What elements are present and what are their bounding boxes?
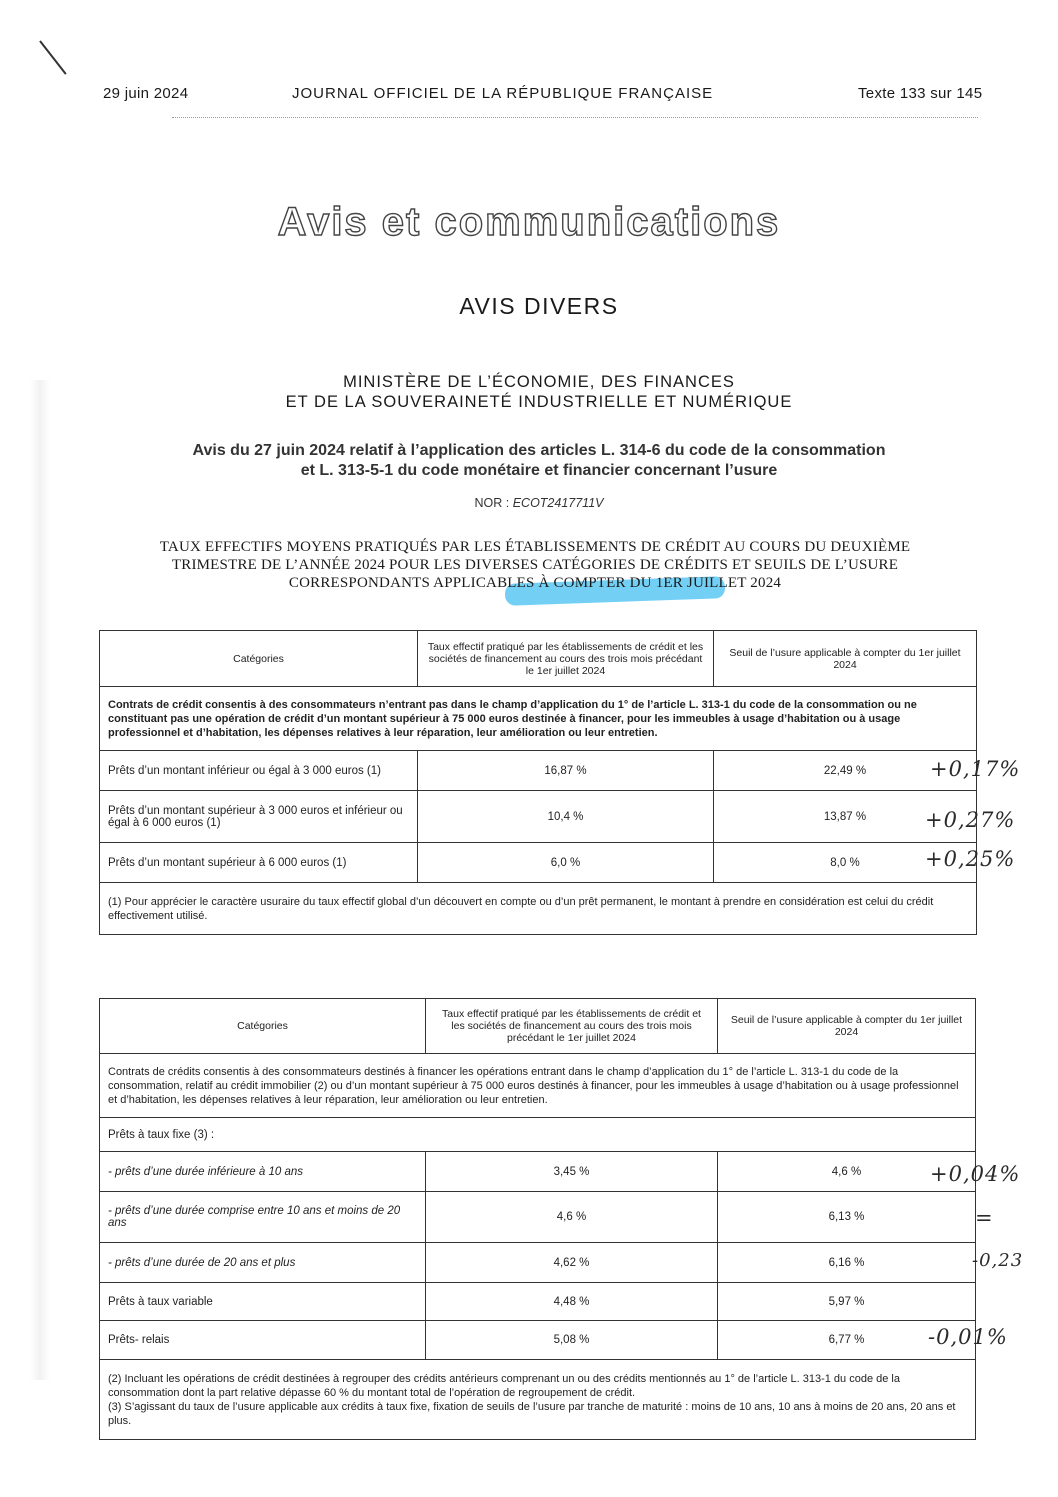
fixed-rate-label: Prêts à taux fixe (3) : xyxy=(100,1118,976,1152)
row-seuil: 8,0 % xyxy=(714,843,977,883)
avis-title xyxy=(0,441,1058,481)
table-row xyxy=(100,1321,976,1360)
table-intro xyxy=(100,687,977,751)
table-row xyxy=(100,751,977,791)
handwritten-note: +0,25% xyxy=(925,847,1016,871)
taux-line2: TRIMESTRE DE L’ANNÉE 2024 POUR LES DIVERSES CATÉGORIES DE CRÉDITS ET SEUILS DE L’USURE xyxy=(171,557,899,573)
row-taux: 16,87 % xyxy=(418,751,714,791)
subsection-title: AVIS DIVERS xyxy=(459,293,619,319)
table-row xyxy=(100,1152,976,1192)
handwritten-note: +0,27% xyxy=(925,808,1016,832)
taux-line3: CORRESPONDANTS APPLICABLES À COMPTER DU 1ER JUILLET 2024 xyxy=(288,575,782,591)
taux-heading xyxy=(60,538,1010,592)
row-category: Prêts- relais xyxy=(100,1321,426,1360)
row-taux: 3,45 % xyxy=(426,1152,718,1192)
col-header-seuil: Seuil de l’usure applicable à compter du 1er juillet 2024 xyxy=(718,999,976,1054)
row-seuil: 22,49 % xyxy=(714,751,977,791)
ministry-name xyxy=(0,372,1058,412)
avis-line1: Avis du 27 juin 2024 relatif à l’application des articles L. 314-6 du code de la consommation xyxy=(192,442,886,459)
table-intro-text: Contrats de crédit consentis à des consommateurs n’entrant pas dans le champ d’application du 1° de l’article L. 313-1 du code de la consommation ou ne constituant pas une opération de crédit d’un montant supérieur à 75 000 euros destinée à financer, pour les immeubles à usage d’habitation ou à usage professionnel et d’habitation, les dépenses relatives à leur réparation, leur amélioration ou leur entretien. xyxy=(108,698,917,739)
row-category: Prêts d’un montant inférieur ou égal à 3 000 euros (1) xyxy=(100,751,418,791)
scan-mark xyxy=(39,40,66,74)
table-row xyxy=(100,843,977,883)
scan-edge xyxy=(30,380,50,1380)
table-row xyxy=(100,1283,976,1321)
table-footnotes xyxy=(100,1360,976,1440)
row-category: - prêts d’une durée inférieure à 10 ans xyxy=(100,1152,426,1192)
row-category: Prêts d’un montant supérieur à 6 000 euros (1) xyxy=(100,843,418,883)
table-row xyxy=(100,1243,976,1283)
col-header-taux: Taux effectif pratiqué par les établissements de crédit et les sociétés de financement au cours des trois mois précédant le 1er juillet 2024 xyxy=(418,631,714,687)
ministry-line1: MINISTÈRE DE L’ÉCONOMIE, DES FINANCES xyxy=(343,373,735,391)
handwritten-note: +0,17% xyxy=(930,757,1021,781)
table-row xyxy=(100,1192,976,1243)
nor-label: NOR : xyxy=(474,496,513,510)
handwritten-note: -0,01% xyxy=(928,1325,1008,1349)
col-header-categories: Catégories xyxy=(100,631,418,687)
usury-table-consumer xyxy=(99,630,977,935)
section-title: Avis et communications xyxy=(277,200,781,244)
row-taux: 5,08 % xyxy=(426,1321,718,1360)
taux-line1: TAUX EFFECTIFS MOYENS PRATIQUÉS PAR LES ÉTABLISSEMENTS DE CRÉDIT AU COURS DU DEUXIÈME xyxy=(159,539,911,555)
header-journal: JOURNAL OFFICIEL DE LA RÉPUBLIQUE FRANÇAISE xyxy=(292,85,714,102)
handwritten-note: +0,04% xyxy=(930,1162,1021,1186)
nor-reference xyxy=(0,496,1058,510)
row-seuil: 6,77 % xyxy=(718,1321,976,1360)
row-category: Prêts d’un montant supérieur à 3 000 euros et inférieur ou égal à 6 000 euros (1) xyxy=(100,791,418,843)
row-seuil: 13,87 % xyxy=(714,791,977,843)
row-taux: 6,0 % xyxy=(418,843,714,883)
col-header-categories: Catégories xyxy=(100,999,426,1054)
header-rule xyxy=(172,117,978,118)
header-date: 29 juin 2024 xyxy=(103,85,189,102)
row-category: - prêts d’une durée de 20 ans et plus xyxy=(100,1243,426,1283)
handwritten-note: -0,23 xyxy=(972,1250,1024,1271)
header-texte: Texte 133 sur 145 xyxy=(858,85,983,102)
footnote-2: (2) Incluant les opérations de crédit destinées à regrouper des crédits antérieurs comprenant un ou des crédits mentionnés au 1° de l’article L. 313-1 du code de la consommation dont la part relative dépasse 60 % du montant total de l’opération de regroupement de crédit. xyxy=(108,1372,900,1399)
table-footnote: (1) Pour apprécier le caractère usuraire du taux effectif global d’un découvert en compte ou d’un prêt permanent, le montant à prendre en considération est celui du crédit effectivement utilisé. xyxy=(100,883,977,935)
ministry-line2: ET DE LA SOUVERAINETÉ INDUSTRIELLE ET NUMÉRIQUE xyxy=(285,393,793,411)
handwritten-note: = xyxy=(975,1206,994,1230)
row-seuil: 6,13 % xyxy=(718,1192,976,1243)
col-header-taux: Taux effectif pratiqué par les établissements de crédit et les sociétés de financement au cours des trois mois précédant le 1er juillet 2024 xyxy=(426,999,718,1054)
row-taux: 4,6 % xyxy=(426,1192,718,1243)
row-taux: 10,4 % xyxy=(418,791,714,843)
col-header-seuil: Seuil de l’usure applicable à compter du 1er juillet 2024 xyxy=(714,631,977,687)
row-category: - prêts d’une durée comprise entre 10 ans et moins de 20 ans xyxy=(100,1192,426,1243)
row-taux: 4,48 % xyxy=(426,1283,718,1321)
table-row xyxy=(100,791,977,843)
row-seuil: 6,16 % xyxy=(718,1243,976,1283)
usury-table-real-estate xyxy=(99,998,976,1440)
row-category: Prêts à taux variable xyxy=(100,1283,426,1321)
nor-value: ECOT2417711V xyxy=(512,496,604,510)
table-intro: Contrats de crédits consentis à des consommateurs destinés à financer les opérations entrant dans le champ d’application du 1° de l’article L. 313-1 du code de la consommation, relatif au crédit immobilier (2) ou d’un montant supérieur à 75 000 euros destinés à financer, pour les immeubles à usage d’habitation ou à usage professionnel et d’habitation, les dépenses relatives à leur réparation, leur amélioration ou leur entretien. xyxy=(100,1054,976,1118)
footnote-3: (3) S’agissant du taux de l’usure applicable aux crédits à taux fixe, fixation de seuils de l’usure par tranche de maturité : moins de 10 ans, 10 ans à moins de 20 ans, 20 ans et plus. xyxy=(108,1400,956,1427)
row-taux: 4,62 % xyxy=(426,1243,718,1283)
row-seuil: 4,6 % xyxy=(718,1152,976,1192)
row-seuil: 5,97 % xyxy=(718,1283,976,1321)
avis-line2: et L. 313-5-1 du code monétaire et financier concernant l’usure xyxy=(300,462,778,479)
